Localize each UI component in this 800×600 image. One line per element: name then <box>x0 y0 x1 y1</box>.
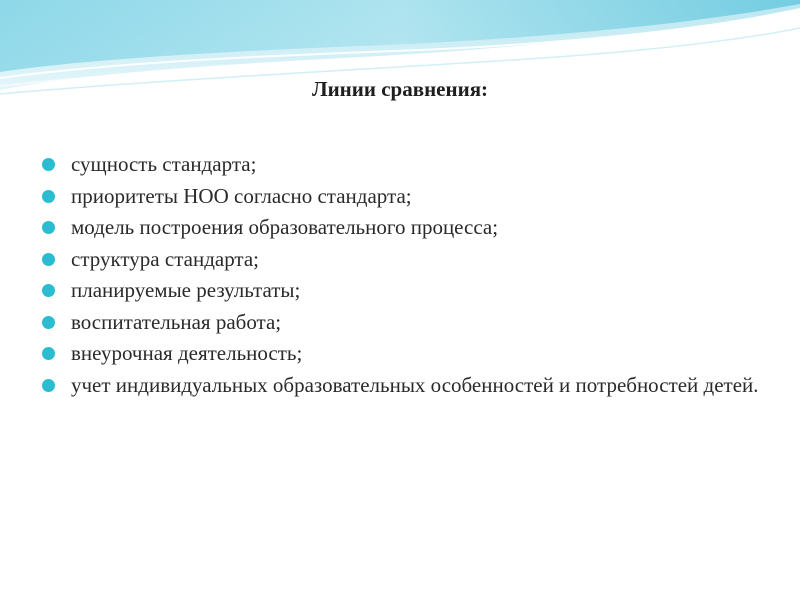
bullet-dot-icon <box>42 379 55 392</box>
list-item-text: внеурочная деятельность; <box>71 341 303 365</box>
list-item <box>40 338 760 370</box>
list-item-text: модель построения образовательного процесса; <box>71 215 499 239</box>
list-item <box>40 244 760 276</box>
bullet-dot-icon <box>42 316 55 329</box>
bullet-dot-icon <box>42 253 55 266</box>
list-item <box>40 370 760 402</box>
bullet-dot-icon <box>42 347 55 360</box>
list-item <box>40 275 760 307</box>
bullet-dot-icon <box>42 221 55 234</box>
bullet-dot-icon <box>42 284 55 297</box>
list-item <box>40 149 760 181</box>
list-item-text: сущность стандарта; <box>71 152 257 176</box>
list-item <box>40 181 760 213</box>
list-item <box>40 212 760 244</box>
list-item-text: воспитательная работа; <box>71 309 282 334</box>
bullet-dot-icon <box>42 158 55 171</box>
list-item-text: структура стандарта; <box>71 246 260 271</box>
bullet-list <box>40 149 760 401</box>
bullet-dot-icon <box>42 190 55 203</box>
list-item-text: приоритеты НОО согласно стандарта; <box>71 183 412 208</box>
list-item-text: планируемые результаты; <box>71 278 301 302</box>
list-item <box>40 307 760 339</box>
slide-title: Линии сравнения: <box>311 77 489 101</box>
list-item-text: учет индивидуальных образовательных особенностей и потребностей детей. <box>71 372 759 397</box>
